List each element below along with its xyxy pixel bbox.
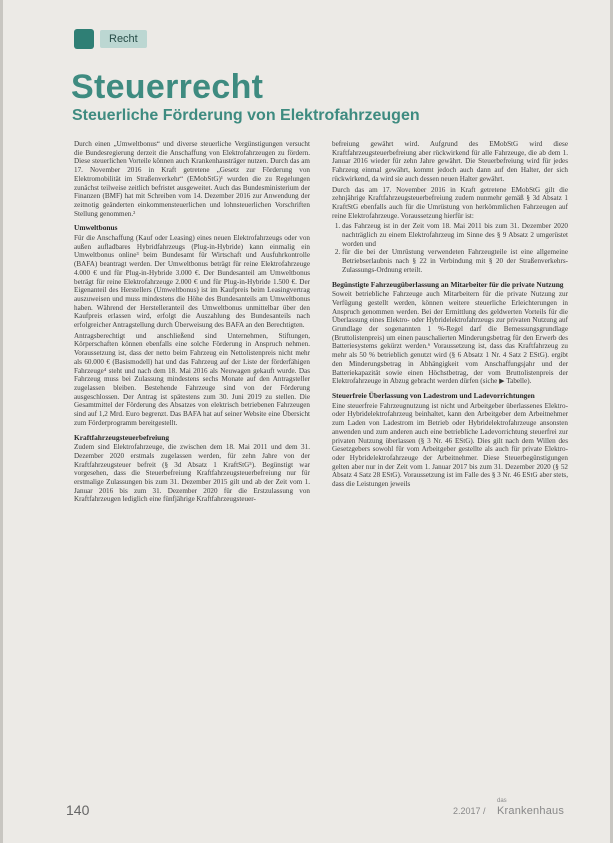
right-text-column bbox=[332, 140, 568, 491]
section-heading: Umweltbonus bbox=[74, 223, 118, 233]
body-paragraph: Für die Anschaffung (Kauf oder Leasing) eines neuen Elektrofahrzeugs oder von außen aufladbares Hybridfahrzeugs (Plug-in-Hybride) kann einmalig ein Umweltbonus online³ beim Bundesamt für Wirtschaft und Ausfuhrkontrolle (BAFA) beantragt werden. Der Umweltbonus beträgt für reine Elektrofahrzeuge 4.000 € und für Plug-in-Hybride 3.000 €. Der Bundesanteil am Umweltbonus beträgt für reine Elektrofahrzeuge 2.000 € und für Plug-in-Hybride 1.500 €. Der Eigenanteil des Herstellers (Umweltbonus) ist im Kaufpreis beim Leasingvertrag auszuweisen und muss mindestens die Höhe des Bundesanteils am Umweltbonus haben. Während der Herstelleranteil des Umweltbonus unmittelbar über den Kaufpreis erlassen wird, erfolgt die Auszahlung des Bundesanteils nach erfolgreicher Antragstellung durch Überweisung des BAFA an den Berechtigten. bbox=[74, 234, 310, 330]
magazine-logo-prefix: das bbox=[497, 798, 507, 804]
list-item: 2. für die bei der Umrüstung verwendeten Fahrzeugteile ist eine allgemeine Betriebserlaubnis nach § 22 in Verbindung mit § 20 der Straßenverkehrs-Zulassungs-Ordnung erteilt. bbox=[342, 248, 568, 274]
body-paragraph: Durch einen „Umweltbonus“ und diverse steuerliche Vergünstigungen versucht die Bundesregierung derzeit die Anschaffung von Elektrofahrzeugen zu fördern. Diese steuerlichen Vorteile können auch Krankenhausträger nutzen. Durch das am 17. November 2016 in Kraft getretene „Gesetz zur Förderung von Elektromobilität im Straßenverkehr“ (EMobStG)¹ wurden die zu Regelungen zunächst teilweise zeitlich befristet ausgeweitet. Auch das Bundesministerium der Finanzen (BMF) hat mit Schreiben vom 14. Dezember 2016 zur Anwendung der zeitnotig geänderten einkommensteuerlichen und lohnsteuerlichen Vorschriften Stellung genommen.² bbox=[74, 140, 310, 218]
section-color-swatch bbox=[74, 29, 94, 49]
section-label: Recht bbox=[100, 30, 147, 48]
list-item: 1. das Fahrzeug ist in der Zeit vom 18. Mai 2011 bis zum 31. Dezember 2020 nachträglich zu einem Elektrofahrzeug im Sinne des § 9 Absatz 2 umgerüstet worden und bbox=[342, 222, 568, 248]
section-heading: Steuerfreie Überlassung von Ladestrom und Ladevorrichtungen bbox=[332, 390, 535, 400]
body-paragraph: Eine steuerfreie Fahrzeugnutzung ist nicht und Arbeitgeber überlassenes Elektro- oder Hybridelektrofahrzeug beinhaltet, kann den Arbeitgeber dem Arbeitnehmer zum Laden von Ladestrom im Betrieb oder Hybridelektrofahrzeuge ansonsten anwenden und zum anderen auch eine betriebliche Ladevorrichtung steuerfrei zur privaten Nutzung überlassen (§ 3 Nr. 46 EStG). Dies gilt nach dem Willen des Gesetzgebers sowohl für vom Arbeitgeber gestellte als auch für private Elektro- oder Hybridelektrofahrzeuge der Arbeitnehmer. Diese Steuerbegünstigungen gelten aber nur in der Zeit vom 1. Januar 2017 bis zum 31. Dezember 2020 (§ 52 Absatz 4 Satz 28 EStG). Voraussetzung ist im Falle des § 3 Nr. 46 EStG aber stets, dass die Leistungen jeweils bbox=[332, 401, 568, 489]
body-paragraph: befreiung gewährt wird. Aufgrund des EMobStG wird diese Kraftfahrzeugsteuerbefreiung aber rückwirkend für alle Fahrzeuge, die ab dem 1. Januar 2016 wieder für zehn Jahre gewährt. Die Steuerbefreiung wird für jedes Fahrzeug einmal gewährt, kommt jedoch auch dann auf den Halter, der sich rückwirkend, da wird sie auch dessen neuen Halter gewährt. bbox=[332, 140, 568, 183]
article-subtitle: Steuerliche Förderung von Elektrofahrzeugen bbox=[72, 107, 420, 124]
body-paragraph: Soweit betriebliche Fahrzeuge auch Mitarbeitern für die private Nutzung zur Verfügung gestellt werden, können weitere steuerliche Erleichterungen in Anspruch genommen werden. Bei der Ermittlung des geldwerten Vorteils für die Überlassung eines Elektro- oder Hybridelektrofahrzeugs zur privaten Nutzung auf Grundlage der sogenannten 1 %-Regel darf die Bemessungsgrundlage (Bruttolistenpreis) um einen pauschalierten Minderungsbetrag für den Erwerb des Batteriesystems gekürzt werden.⁶ Voraussetzung ist, dass das Kraftfahrzeug zu mehr als 50 % betrieblich genutzt wird (§ 6 Absatz 1 Nr. 4 Satz 2 EStG). ergibt den Minderungsbetrag in Abhängigkeit vom Anschaffungsjahr und der Batteriekapazität sowie einen Höchstbetrag, der vom Bruttolistenpreis der Elektrofahrzeuge in Abzug gebracht werden dürfen (siche ▶ Tabelle). bbox=[332, 290, 568, 386]
page-number: 140 bbox=[66, 802, 90, 818]
body-paragraph: Zudem sind Elektrofahrzeuge, die zwischen dem 18. Mai 2011 und dem 31. Dezember 2020 erstmals zugelassen werden, für zehn Jahre von der Kraftfahrzeugsteuer befreit (§ 3d Absatz 1 KraftStG⁵). Begünstigt war vorgesehen, dass die Steuerbefreiung Kraftfahrzeugsteuerbefreiung nur für erstmalige Zulassungen bis zum 31. Dezember 2015 gilt und ab der Zeit vom 1. Januar 2016 bis zum 31. Dezember 2020 für die Erstzulassung von Kraftfahrzeugen lediglich eine fünfjährige Kraftfahrzeugsteuer- bbox=[74, 443, 310, 504]
body-paragraph: Antragsberechtigt und anschließend sind Unternehmen, Stiftungen, Körperschaften können ebenfalls eine solche Förderung in Anspruch nehmen. Voraussetzung ist, dass der netto beim Fahrzeug ein Nettolistenpreis nicht mehr als 60.000 € (Basismodell) hat und das Fahrzeug auf der Liste der förderfähigen Fahrzeuge⁴ steht und nach dem 18. Mai 2016 als Neuwagen gekauft wurde. Das Fahrzeug muss bei Zulassung mindestens sechs Monate auf den Antragsteller zugelassen bleiben. Bestehende Fahrzeuge sind von der Förderung ausgeschlossen. Der Antrag ist spätestens zum 30. Juni 2019 zu stellen. Die Gesamtmittel der Förderung des Absatzes von elektrisch betriebenen Fahrzeugen sind auf 1,2 Mrd. Euro begrenzt. Das BAFA hat auf seiner Website eine Übersicht zum Förderprogramm bereitgestellt. bbox=[74, 331, 310, 427]
body-paragraph: Durch das am 17. November 2016 in Kraft getretene EMobStG gilt die zehnjährige Kraftfahrzeugsteuerbefreiung zudem nunmehr gemäß § 3d Absatz 1 KraftStG ebenfalls auch für die Umrüstung von herkömmlichen Fahrzeugen auf reine Elektrofahrzeuge. Voraussetzung hierfür ist: bbox=[332, 185, 568, 220]
section-heading: Kraftfahrzeugsteuerbefreiung bbox=[74, 432, 170, 442]
section-heading: Begünstigte Fahrzeugüberlassung an Mitarbeiter für die private Nutzung bbox=[332, 279, 564, 289]
article-title: Steuerrecht bbox=[71, 68, 264, 106]
magazine-logo-name: Krankenhaus bbox=[497, 805, 565, 817]
numbered-list bbox=[332, 222, 568, 274]
scan-edge-left bbox=[0, 0, 3, 843]
magazine-logo bbox=[497, 798, 564, 817]
left-text-column bbox=[74, 140, 310, 506]
section-tab bbox=[74, 29, 147, 49]
issue-number: 2.2017 / bbox=[453, 806, 486, 816]
